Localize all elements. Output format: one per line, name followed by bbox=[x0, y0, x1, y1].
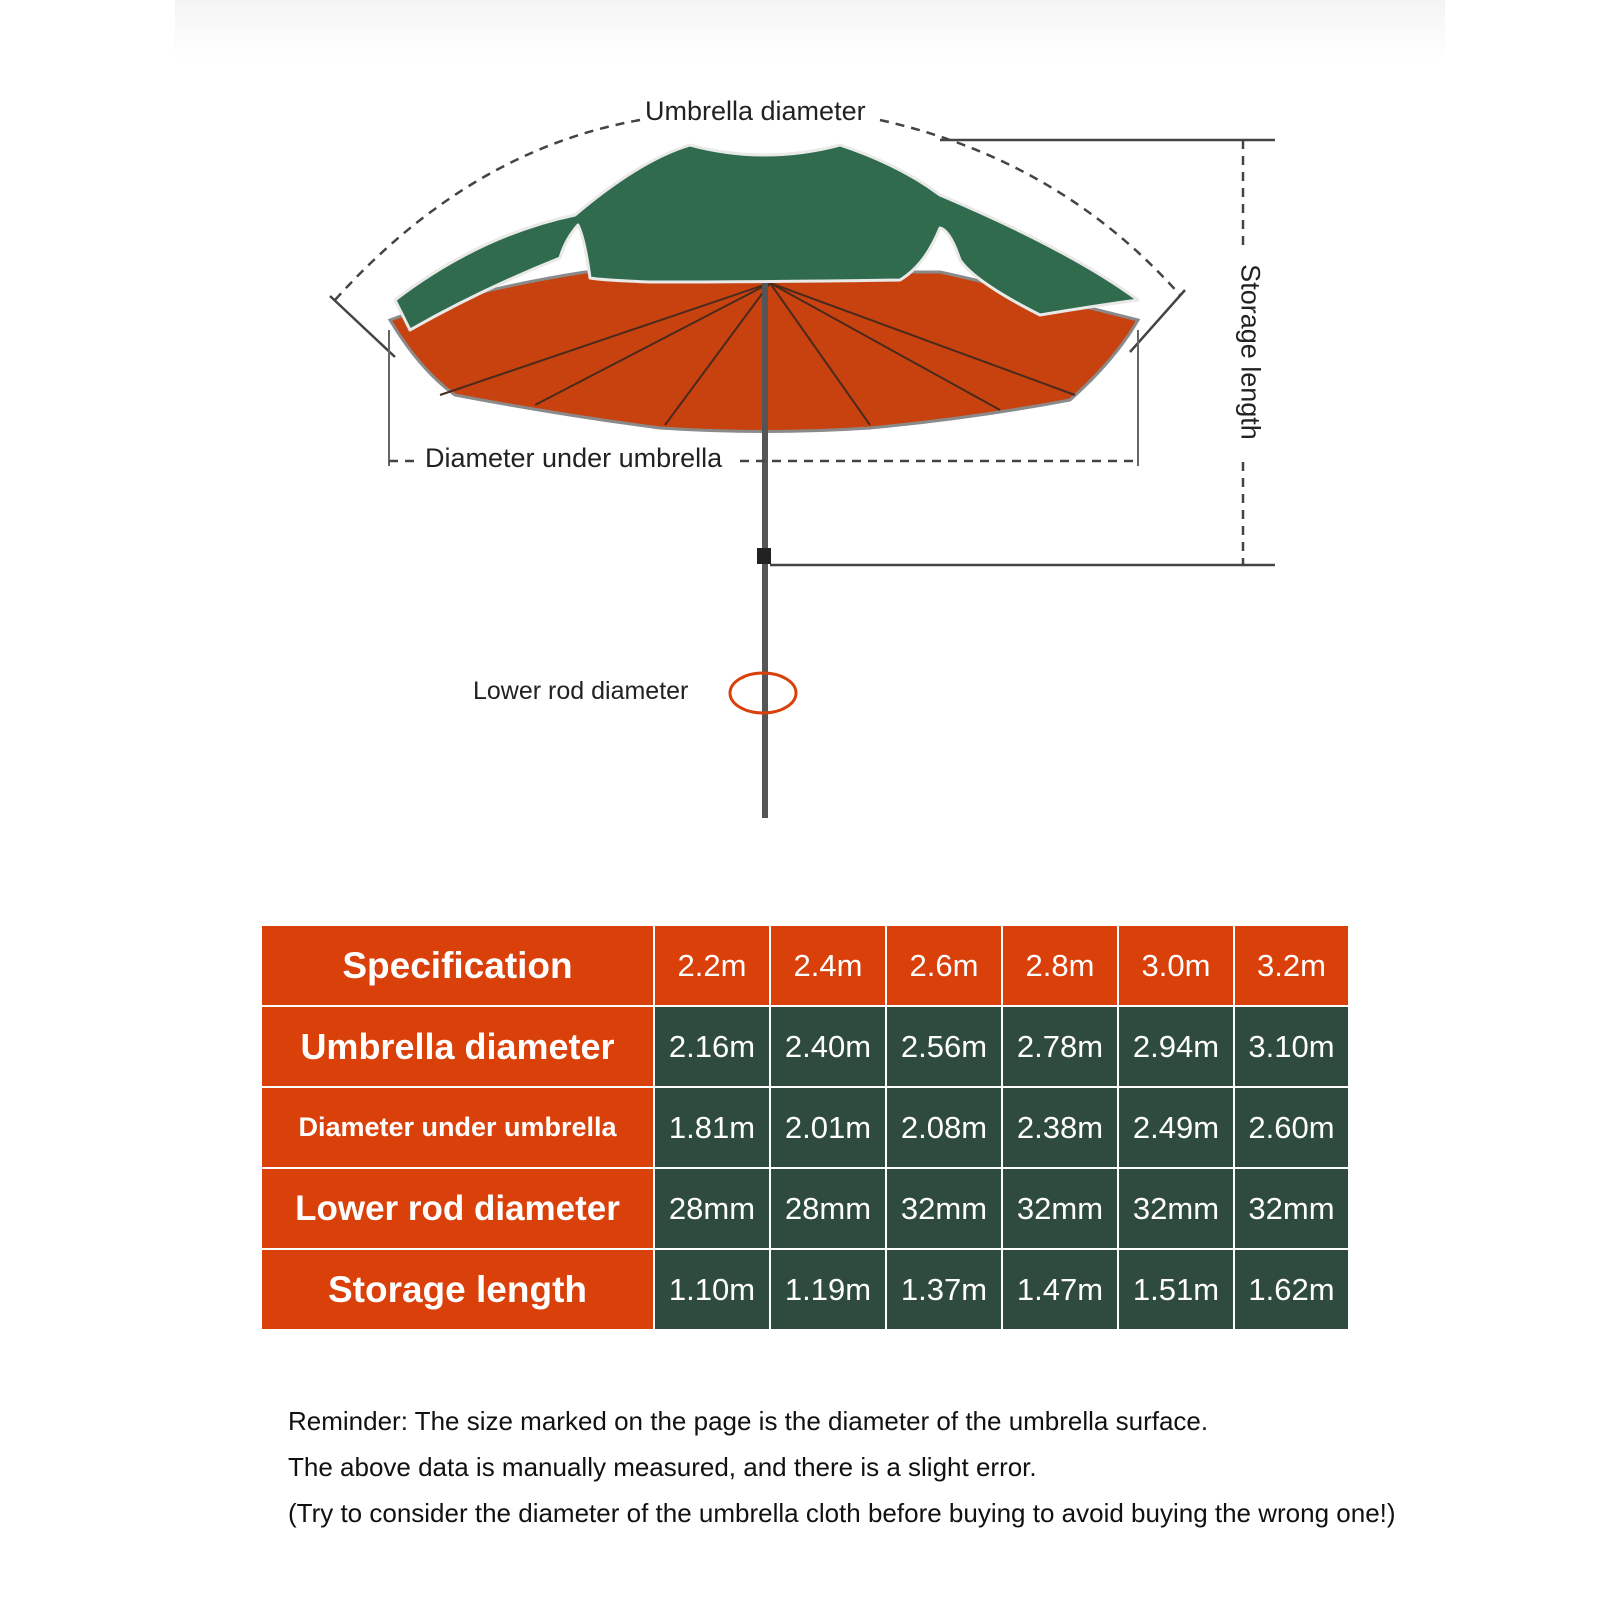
size-header: 2.8m bbox=[1002, 925, 1118, 1006]
spec-header-label: Specification bbox=[261, 925, 654, 1006]
table-cell: 32mm bbox=[1002, 1168, 1118, 1249]
row-label: Lower rod diameter bbox=[261, 1168, 654, 1249]
note-line: (Try to consider the diameter of the umbrella cloth before buying to avoid buying the wrong one!) bbox=[288, 1498, 1396, 1528]
table-cell: 1.51m bbox=[1118, 1249, 1234, 1330]
table-cell: 32mm bbox=[886, 1168, 1002, 1249]
size-header: 3.2m bbox=[1234, 925, 1349, 1006]
table-cell: 28mm bbox=[654, 1168, 770, 1249]
label-lower-rod-diameter: Lower rod diameter bbox=[473, 677, 689, 705]
table-cell: 2.01m bbox=[770, 1087, 886, 1168]
table-cell: 2.49m bbox=[1118, 1087, 1234, 1168]
table-cell: 32mm bbox=[1118, 1168, 1234, 1249]
spec-table bbox=[260, 924, 1350, 1331]
note-line: The above data is manually measured, and there is a slight error. bbox=[288, 1452, 1037, 1482]
label-umbrella-diameter: Umbrella diameter bbox=[645, 96, 866, 126]
table-cell: 1.47m bbox=[1002, 1249, 1118, 1330]
notes bbox=[288, 1398, 1396, 1536]
table-cell: 2.16m bbox=[654, 1006, 770, 1087]
table-row bbox=[261, 1087, 1349, 1168]
row-label: Storage length bbox=[261, 1249, 654, 1330]
table-cell: 32mm bbox=[1234, 1168, 1349, 1249]
row-label: Diameter under umbrella bbox=[261, 1087, 654, 1168]
table-cell: 2.60m bbox=[1234, 1087, 1349, 1168]
table-cell: 1.62m bbox=[1234, 1249, 1349, 1330]
note-line: Reminder: The size marked on the page is the diameter of the umbrella surface. bbox=[288, 1406, 1209, 1436]
size-header: 2.4m bbox=[770, 925, 886, 1006]
table-cell: 2.94m bbox=[1118, 1006, 1234, 1087]
table-cell: 3.10m bbox=[1234, 1006, 1349, 1087]
table-cell: 2.56m bbox=[886, 1006, 1002, 1087]
table-cell: 2.38m bbox=[1002, 1087, 1118, 1168]
label-storage-length: Storage length bbox=[1235, 264, 1266, 440]
table-row bbox=[261, 925, 1349, 1006]
label-diameter-under-umbrella: Diameter under umbrella bbox=[425, 443, 723, 473]
table-row bbox=[261, 1168, 1349, 1249]
size-header: 3.0m bbox=[1118, 925, 1234, 1006]
rod-joint bbox=[757, 548, 771, 564]
size-header: 2.2m bbox=[654, 925, 770, 1006]
row-label: Umbrella diameter bbox=[261, 1006, 654, 1087]
table-cell: 1.19m bbox=[770, 1249, 886, 1330]
size-header: 2.6m bbox=[886, 925, 1002, 1006]
table-row bbox=[261, 1006, 1349, 1087]
arc-end-tick bbox=[330, 296, 395, 357]
table-cell: 2.78m bbox=[1002, 1006, 1118, 1087]
table-cell: 1.81m bbox=[654, 1087, 770, 1168]
table-row bbox=[261, 1249, 1349, 1330]
table-cell: 2.40m bbox=[770, 1006, 886, 1087]
table-cell: 2.08m bbox=[886, 1087, 1002, 1168]
table-cell: 28mm bbox=[770, 1168, 886, 1249]
table-cell: 1.37m bbox=[886, 1249, 1002, 1330]
table-cell: 1.10m bbox=[654, 1249, 770, 1330]
